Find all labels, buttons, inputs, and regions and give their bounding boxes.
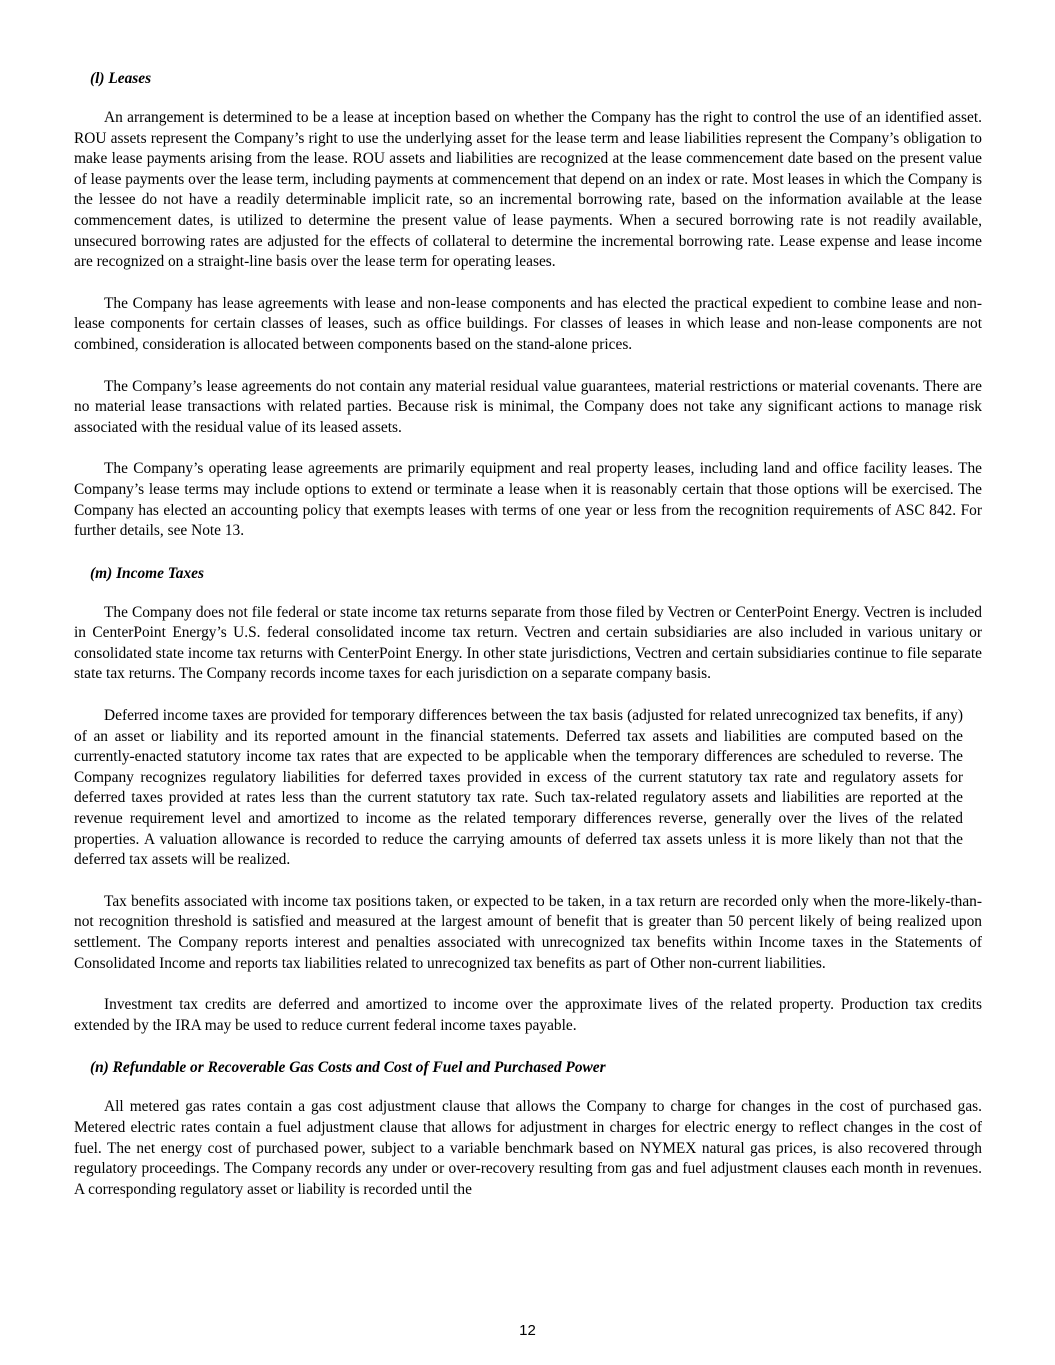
leases-paragraph-2: The Company has lease agreements with lease and non-lease components and has elected the practical expedient to combine lease and non-lease components for certain classes of leases, such as office buildings. For classes of leases in which lease and non-lease components are not combined, consideration is allocated between components based on the stand-alone prices. <box>74 294 982 353</box>
gas-costs-paragraph-1: All metered gas rates contain a gas cost adjustment clause that allows the Company to charge for changes in the cost of purchased gas. Metered electric rates contain a fuel adjustment clause that allows for adjustment in charges for electric energy to reflect changes in the cost of fuel. The net energy cost of purchased power, subject to a variable benchmark based on NYMEX natural gas prices, is also recovered through regulatory proceedings. The Company records any under or over-recovery resulting from gas and fuel adjustment clauses each month in revenues. A corresponding regulatory asset or liability is recorded until the <box>74 1098 982 1198</box>
income-taxes-paragraph-1: The Company does not file federal or state income tax returns separate from those filed by Vectren or CenterPoint Energy. Vectren is included in CenterPoint Energy’s U.S. federal consolidated income tax return. Vectren and certain subsidiaries are also included in various unitary or consolidated state income tax returns with CenterPoint Energy. In other state jurisdictions, Vectren and certain subsidiaries continue to file separate state tax returns. The Company records income taxes for each jurisdiction on a separate company basis. <box>74 603 982 683</box>
leases-paragraph-4: The Company’s operating lease agreements are primarily equipment and real property leases, including land and office facility leases. The Company’s lease terms may include options to extend or terminate a lease when it is reasonably certain that those options will be exercised. The Company has elected an accounting policy that exempts leases with terms of one year or less from the recognition requirements of ASC 842. For further details, see Note 13. <box>74 460 982 540</box>
income-taxes-paragraph-2: Deferred income taxes are provided for temporary differences between the tax basis (adjusted for related unrecognized tax benefits, if any) of an asset or liability and its reported amount in the financial statements. Deferred tax assets and liabilities are computed based on the currently-enacted statutory income tax rates that are expected to be applicable when the temporary differences are scheduled to reverse. The Company recognizes regulatory liabilities for deferred taxes provided in excess of the current statutory tax rate and regulatory assets for deferred taxes provided at rates less than the current statutory tax rate. Such tax-related regulatory assets and liabilities are reported at the revenue requirement level and amortized to income as the related temporary differences reverse, generally over the lives of the related properties. A valuation allowance is recorded to reduce the carrying amounts of deferred tax assets unless it is more likely than not that the deferred tax assets will be realized. <box>74 707 963 869</box>
page-number: 12 <box>519 1322 536 1339</box>
section-heading-gas-costs: (n) Refundable or Recoverable Gas Costs and Cost of Fuel and Purchased Power <box>90 1059 606 1077</box>
section-heading-leases: (l) Leases <box>90 70 152 87</box>
income-taxes-paragraph-4: Investment tax credits are deferred and amortized to income over the approximate lives of the related property. Production tax credits extended by the IRA may be used to reduce current federal income taxes payable. <box>74 996 982 1034</box>
leases-paragraph-3: The Company’s lease agreements do not contain any material residual value guarantees, material restrictions or material covenants. There are no material lease transactions with related parties. Because risk is minimal, the Company does not take any significant actions to manage risk associated with the residual value of its leased assets. <box>74 377 982 436</box>
income-taxes-paragraph-3: Tax benefits associated with income tax positions taken, or expected to be taken, in a tax return are recorded only when the more-likely-than-not recognition threshold is satisfied and measured at the largest amount of benefit that is greater than 50 percent likely of being realized upon settlement. The Company reports interest and penalties associated with unrecognized tax benefits within Income taxes in the Statements of Consolidated Income and reports tax liabilities related to unrecognized tax benefits as part of Other non-current liabilities. <box>74 892 982 972</box>
section-heading-income-taxes: (m) Income Taxes <box>90 564 204 582</box>
leases-paragraph-1: An arrangement is determined to be a lease at inception based on whether the Company has the right to control the use of an identified asset. ROU assets represent the Company’s right to use the underlying asset for the lease term and lease liabilities represent the Company’s obligation to make lease payments arising from the lease. ROU assets and liabilities are recognized at the lease commencement date based on the present value of lease payments over the lease term, including payments at commencement that depend on an index or rate. Most leases in which the Company is the lessee do not have a readily determinable implicit rate, so an incremental borrowing rate, based on the information available at the lease commencement dates, is utilized to determine the present value of lease payments. When a secured borrowing rate is not readily available, unsecured borrowing rates are adjusted for the effects of collateral to determine the incremental borrowing rate. Lease expense and lease income are recognized on a straight-line basis over the lease term for operating leases. <box>74 109 982 271</box>
document-page <box>74 68 982 1221</box>
